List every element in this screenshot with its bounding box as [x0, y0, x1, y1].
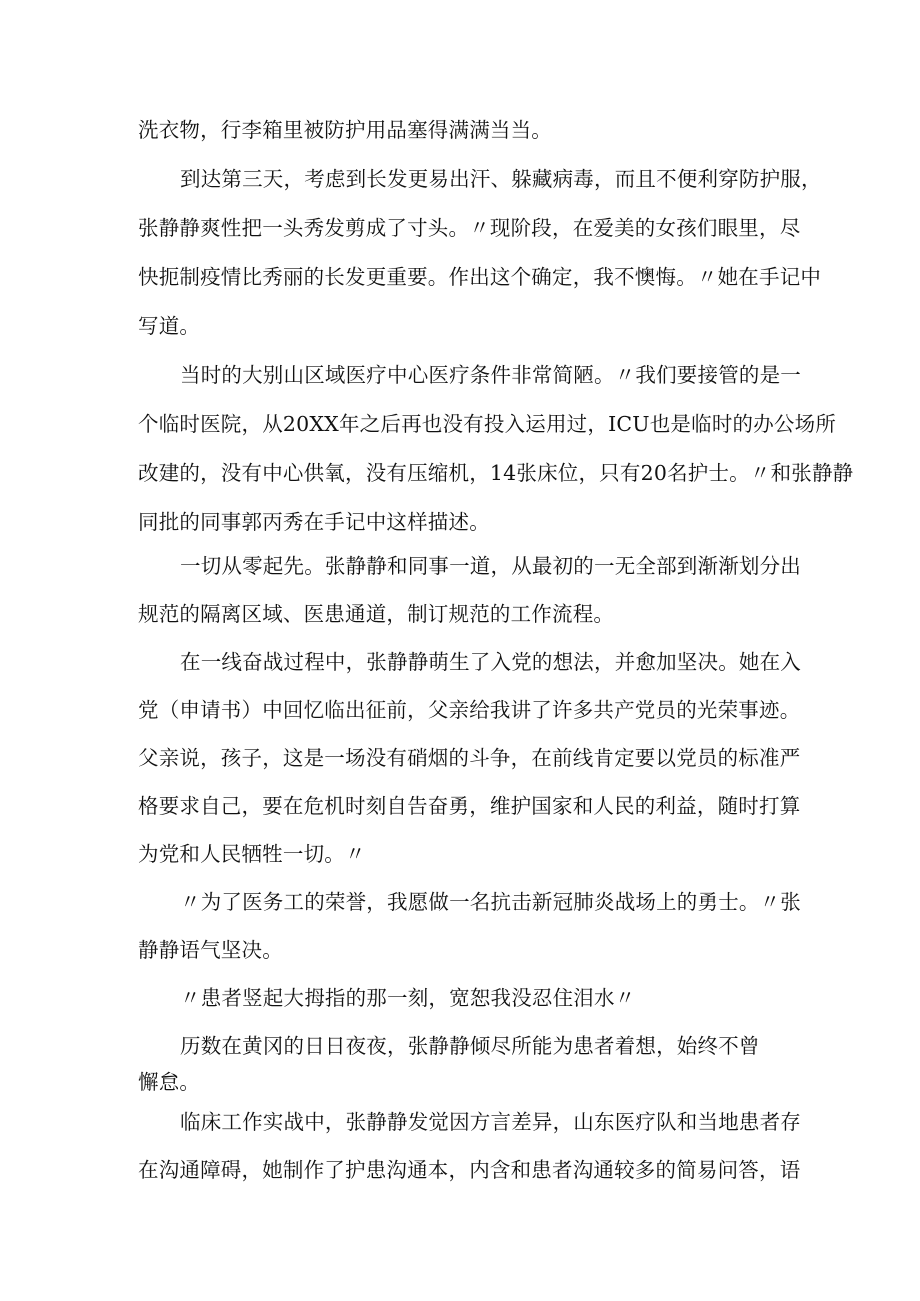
text-line: 洗衣物，行李箱里被防护用品塞得满满当当。	[138, 118, 552, 142]
text-line: 静静语气坚决。	[138, 938, 283, 962]
text-line: 〃为了医务工的荣誉，我愿做一名抗击新冠肺炎战场上的勇士。〃张	[180, 890, 801, 914]
text-line: 在一线奋战过程中，张静静萌生了入党的想法，并愈加坚决。她在入	[180, 650, 801, 674]
text-line: 一切从零起先。张静静和同事一道，从最初的一无全部到渐渐划分出	[180, 554, 801, 578]
text-line: 个临时医院，从20XX年之后再也没有投入运用过，ICU也是临时的办公场所	[138, 412, 837, 436]
text-line: 到达第三天，考虑到长发更易出汗、躲藏病毒，而且不便利穿防护服，	[180, 167, 822, 191]
text-line: 同批的同事郭丙秀在手记中这样描述。	[138, 510, 490, 534]
text-line: 临床工作实战中，张静静发觉因方言差异，山东医疗队和当地患者存	[180, 1110, 801, 1134]
text-line: 改建的，没有中心供氧，没有压缩机，14张床位，只有20名护士。〃和张静静	[138, 461, 854, 485]
text-line: 格要求自己，要在危机时刻自告奋勇，维护国家和人民的利益，随时打算	[138, 794, 801, 818]
text-line: 为党和人民牺牲一切。〃	[138, 842, 366, 866]
text-line: 在沟通障碍，她制作了护患沟通本，内含和患者沟通较多的简易问答，语	[138, 1158, 801, 1182]
text-line: 当时的大别山区域医疗中心医疗条件非常简陋。〃我们要接管的是一	[180, 363, 801, 387]
text-line: 写道。	[138, 314, 201, 338]
text-line: 〃患者竖起大拇指的那一刻，宽恕我没忍住泪水〃	[180, 986, 636, 1010]
text-line: 历数在黄冈的日日夜夜，张静静倾尽所能为患者着想，始终不曾	[180, 1034, 760, 1058]
text-line: 懈怠。	[138, 1070, 201, 1094]
text-line: 党（申请书）中回忆临出征前，父亲给我讲了许多共产党员的光荣事迹。	[138, 698, 801, 722]
text-line: 张静静爽性把一头秀发剪成了寸头。〃现阶段，在爱美的女孩们眼里，尽	[138, 216, 801, 240]
text-line: 快扼制疫情比秀丽的长发更重要。作出这个确定，我不懊悔。〃她在手记中	[138, 265, 822, 289]
text-line: 规范的隔离区域、医患通道，制订规范的工作流程。	[138, 602, 615, 626]
text-line: 父亲说，孩子，这是一场没有硝烟的斗争，在前线肯定要以党员的标准严	[138, 746, 801, 770]
